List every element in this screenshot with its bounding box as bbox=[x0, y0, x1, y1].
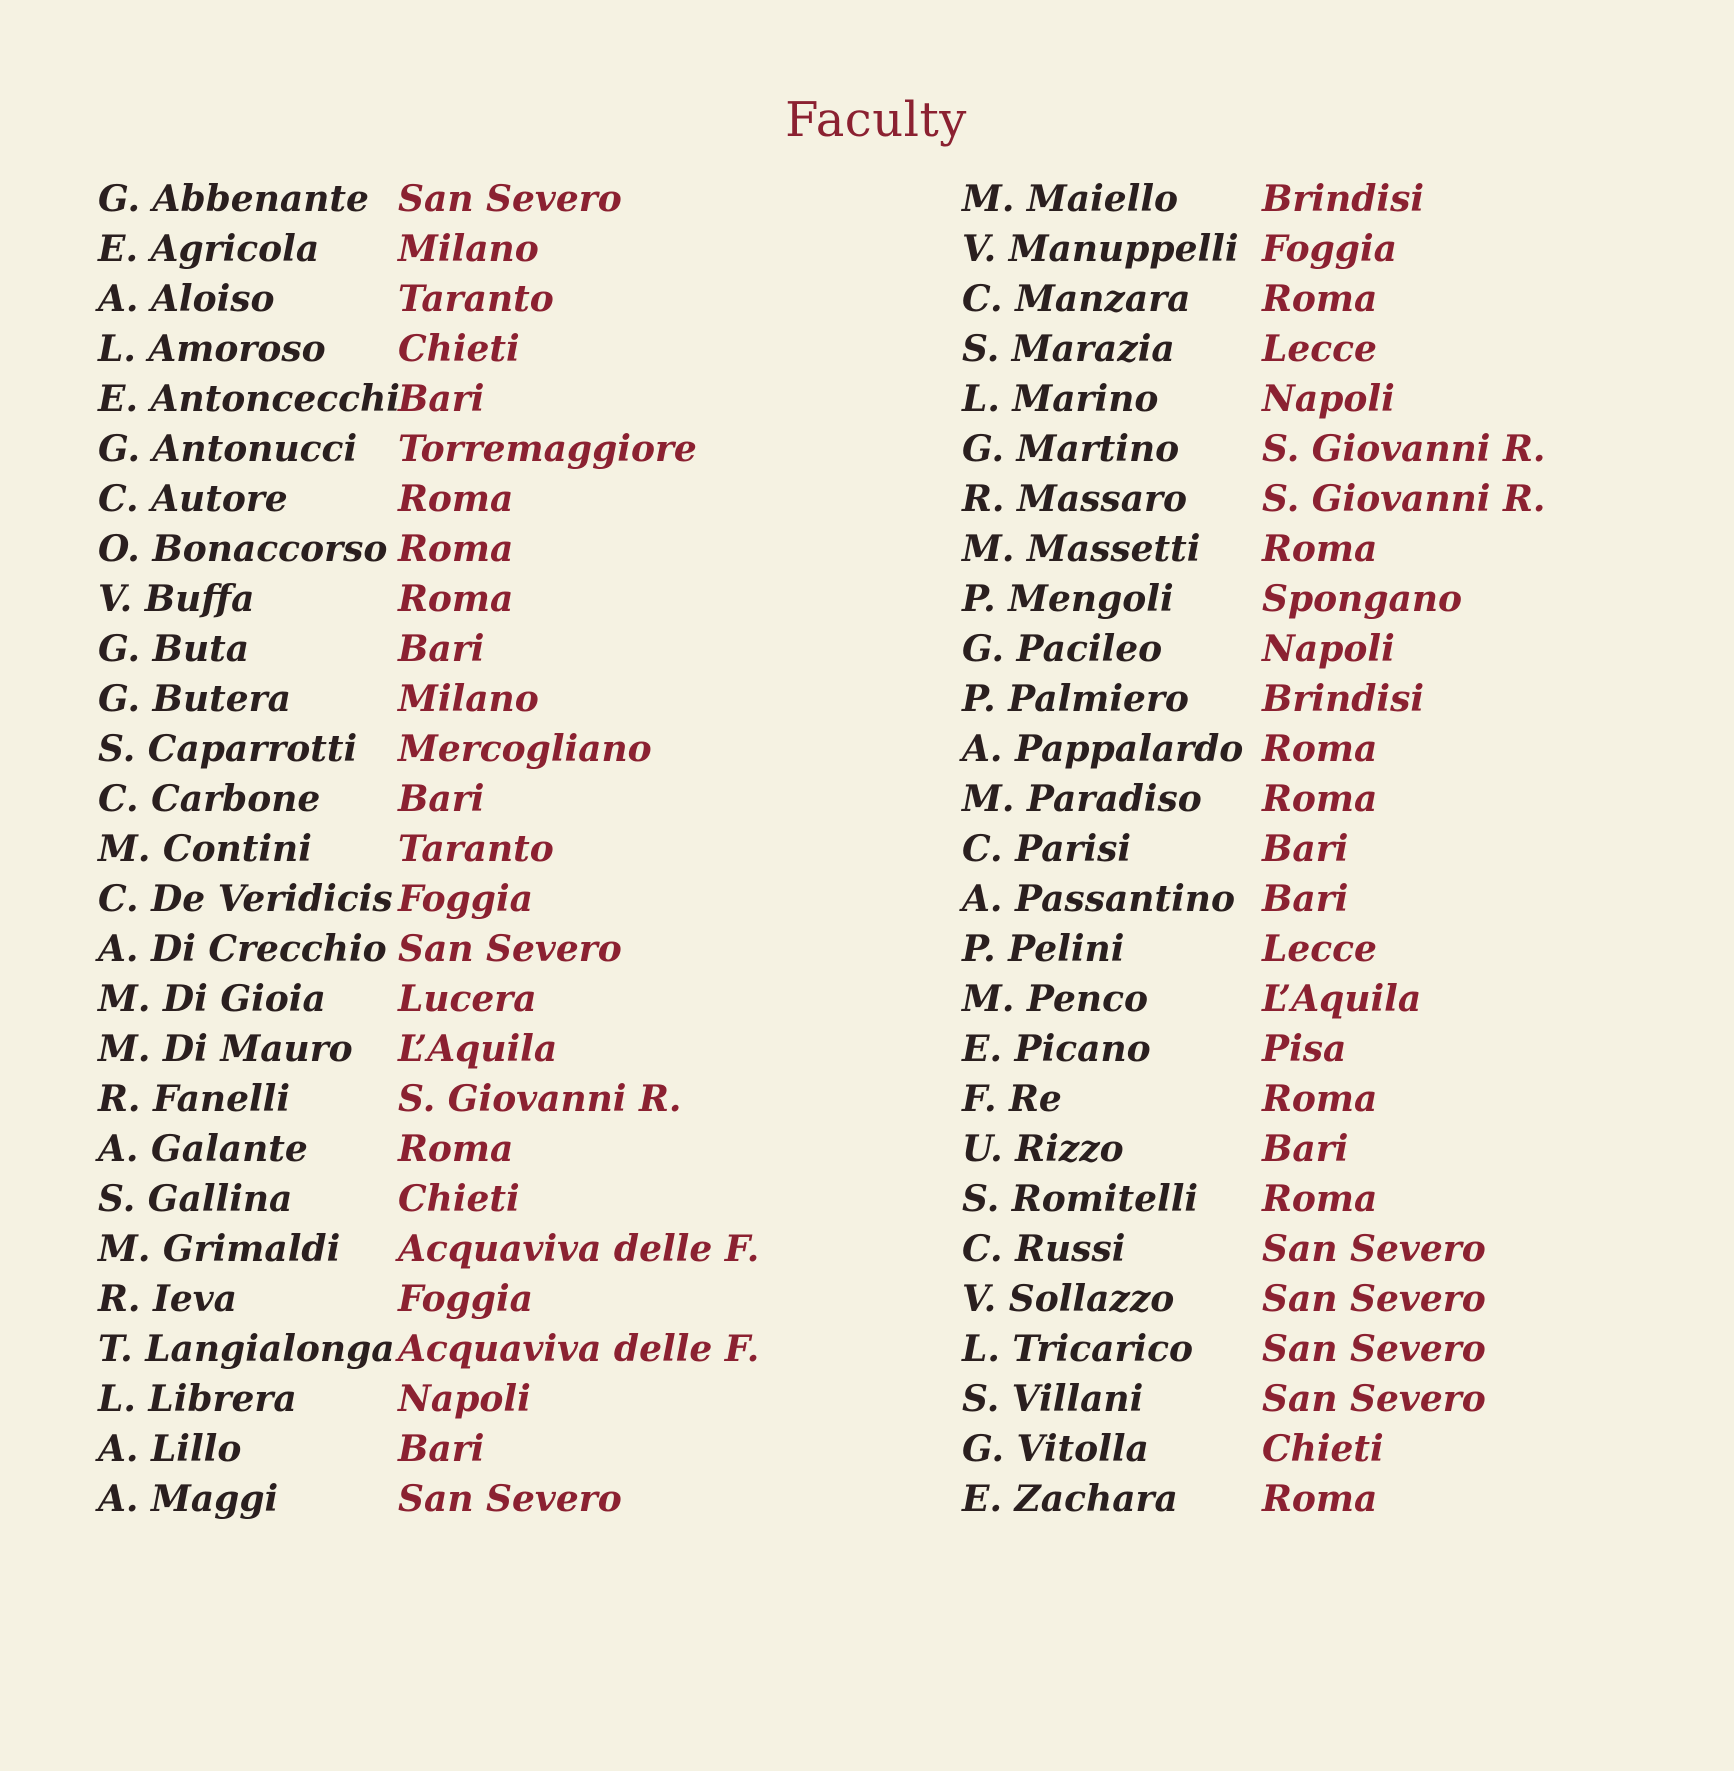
faculty-city: San Severo bbox=[1262, 1378, 1486, 1420]
faculty-city: Bari bbox=[398, 628, 485, 670]
faculty-entry bbox=[962, 774, 1545, 824]
faculty-name: C. Parisi bbox=[962, 828, 1132, 870]
faculty-name: E. Agricola bbox=[98, 228, 320, 270]
faculty-city: Lucera bbox=[398, 978, 537, 1020]
faculty-name: A. Aloiso bbox=[98, 278, 275, 320]
faculty-entry bbox=[962, 724, 1545, 774]
faculty-name: A. Pappalardo bbox=[962, 728, 1244, 770]
faculty-entry bbox=[98, 224, 759, 274]
faculty-entry bbox=[98, 824, 759, 874]
faculty-entry bbox=[962, 274, 1545, 324]
faculty-entry bbox=[98, 774, 759, 824]
faculty-entry bbox=[98, 1274, 759, 1324]
faculty-entry bbox=[98, 374, 759, 424]
faculty-city: San Severo bbox=[398, 1478, 622, 1520]
faculty-city: Foggia bbox=[1262, 228, 1397, 270]
faculty-entry bbox=[962, 824, 1545, 874]
faculty-name: R. Ieva bbox=[98, 1278, 237, 1320]
faculty-name: C. Russi bbox=[962, 1228, 1126, 1270]
faculty-entry bbox=[962, 624, 1545, 674]
faculty-entry bbox=[962, 524, 1545, 574]
faculty-entry bbox=[962, 1074, 1545, 1124]
faculty-entry bbox=[962, 924, 1545, 974]
faculty-entry bbox=[98, 424, 759, 474]
faculty-entry bbox=[98, 1024, 759, 1074]
faculty-name: V. Buffa bbox=[98, 578, 255, 620]
faculty-name: L. Tricarico bbox=[962, 1328, 1194, 1370]
faculty-name: M. Penco bbox=[962, 978, 1149, 1020]
faculty-name: M. Paradiso bbox=[962, 778, 1202, 820]
faculty-entry bbox=[98, 624, 759, 674]
faculty-name: M. Di Gioia bbox=[98, 978, 326, 1020]
faculty-city: S. Giovanni R. bbox=[1262, 478, 1546, 520]
faculty-entry bbox=[962, 474, 1545, 524]
faculty-city: L’Aquila bbox=[398, 1028, 558, 1070]
faculty-name: L. Marino bbox=[962, 378, 1159, 420]
faculty-city: S. Giovanni R. bbox=[398, 1078, 682, 1120]
faculty-entry bbox=[98, 274, 759, 324]
faculty-city: Roma bbox=[398, 478, 514, 520]
faculty-name: F. Re bbox=[962, 1078, 1062, 1120]
faculty-city: S. Giovanni R. bbox=[1262, 428, 1546, 470]
faculty-city: Roma bbox=[398, 578, 514, 620]
faculty-entry bbox=[98, 1474, 759, 1524]
faculty-name: E. Antoncecchi bbox=[98, 378, 400, 420]
faculty-name: R. Massaro bbox=[962, 478, 1187, 520]
faculty-entry bbox=[98, 1324, 759, 1374]
faculty-name: S. Caparrotti bbox=[98, 728, 358, 770]
faculty-city: Roma bbox=[1262, 728, 1378, 770]
faculty-name: G. Abbenante bbox=[98, 178, 369, 220]
faculty-city: Napoli bbox=[1262, 378, 1395, 420]
faculty-entry bbox=[98, 1124, 759, 1174]
faculty-entry bbox=[98, 524, 759, 574]
faculty-name: M. Contini bbox=[98, 828, 312, 870]
faculty-city: San Severo bbox=[1262, 1228, 1486, 1270]
faculty-name: M. Massetti bbox=[962, 528, 1201, 570]
faculty-name: P. Palmiero bbox=[962, 678, 1189, 720]
faculty-entry bbox=[962, 874, 1545, 924]
faculty-city: Bari bbox=[398, 778, 485, 820]
faculty-name: G. Pacileo bbox=[962, 628, 1163, 670]
faculty-city: Napoli bbox=[1262, 628, 1395, 670]
faculty-name: V. Manuppelli bbox=[962, 228, 1239, 270]
faculty-city: Bari bbox=[1262, 828, 1349, 870]
faculty-name: M. Di Mauro bbox=[98, 1028, 353, 1070]
faculty-name: L. Amoroso bbox=[98, 328, 326, 370]
faculty-entry bbox=[962, 374, 1545, 424]
faculty-city: San Severo bbox=[1262, 1278, 1486, 1320]
faculty-city: Pisa bbox=[1262, 1028, 1347, 1070]
faculty-name: C. Manzara bbox=[962, 278, 1191, 320]
faculty-name: A. Passantino bbox=[962, 878, 1235, 920]
faculty-name: V. Sollazzo bbox=[962, 1278, 1175, 1320]
faculty-name: G. Antonucci bbox=[98, 428, 358, 470]
faculty-city: Chieti bbox=[1262, 1428, 1384, 1470]
faculty-city: San Severo bbox=[398, 178, 622, 220]
faculty-name: S. Marazia bbox=[962, 328, 1175, 370]
faculty-city: Foggia bbox=[398, 1278, 533, 1320]
faculty-entry bbox=[962, 1424, 1545, 1474]
faculty-name: E. Picano bbox=[962, 1028, 1151, 1070]
faculty-name: A. Di Crecchio bbox=[98, 928, 387, 970]
faculty-city: Napoli bbox=[398, 1378, 531, 1420]
faculty-city: Spongano bbox=[1262, 578, 1463, 620]
faculty-name: C. Autore bbox=[98, 478, 288, 520]
faculty-city: Foggia bbox=[398, 878, 533, 920]
faculty-name: S. Romitelli bbox=[962, 1178, 1199, 1220]
faculty-name: S. Gallina bbox=[98, 1178, 293, 1220]
faculty-entry bbox=[962, 1174, 1545, 1224]
faculty-entry bbox=[98, 1374, 759, 1424]
faculty-name: G. Martino bbox=[962, 428, 1180, 470]
faculty-entry bbox=[962, 424, 1545, 474]
faculty-entry bbox=[962, 1124, 1545, 1174]
faculty-list-left bbox=[98, 174, 759, 1524]
faculty-city: Torremaggiore bbox=[398, 428, 697, 470]
faculty-city: Brindisi bbox=[1262, 678, 1425, 720]
faculty-city: Roma bbox=[398, 1128, 514, 1170]
faculty-city: Lecce bbox=[1262, 328, 1377, 370]
faculty-entry bbox=[962, 224, 1545, 274]
faculty-entry bbox=[98, 174, 759, 224]
faculty-name: S. Villani bbox=[962, 1378, 1144, 1420]
faculty-name: P. Mengoli bbox=[962, 578, 1174, 620]
faculty-entry bbox=[98, 1224, 759, 1274]
faculty-entry bbox=[962, 1024, 1545, 1074]
faculty-city: L’Aquila bbox=[1262, 978, 1422, 1020]
faculty-name: E. Zachara bbox=[962, 1478, 1178, 1520]
faculty-city: Brindisi bbox=[1262, 178, 1425, 220]
faculty-entry bbox=[98, 1174, 759, 1224]
faculty-city: Acquaviva delle F. bbox=[398, 1328, 760, 1370]
faculty-city: Roma bbox=[1262, 1078, 1378, 1120]
faculty-entry bbox=[98, 324, 759, 374]
faculty-entry bbox=[962, 674, 1545, 724]
page-title: Faculty bbox=[785, 92, 967, 148]
faculty-city: Roma bbox=[1262, 1178, 1378, 1220]
faculty-name: C. Carbone bbox=[98, 778, 321, 820]
faculty-name: C. De Veridicis bbox=[98, 878, 393, 920]
faculty-city: San Severo bbox=[1262, 1328, 1486, 1370]
faculty-city: Bari bbox=[1262, 878, 1349, 920]
faculty-entry bbox=[962, 1374, 1545, 1424]
faculty-city: Chieti bbox=[398, 1178, 520, 1220]
faculty-city: Mercogliano bbox=[398, 728, 652, 770]
faculty-entry bbox=[98, 474, 759, 524]
faculty-name: U. Rizzo bbox=[962, 1128, 1124, 1170]
faculty-entry bbox=[962, 1474, 1545, 1524]
faculty-name: G. Buta bbox=[98, 628, 250, 670]
faculty-name: P. Pelini bbox=[962, 928, 1125, 970]
faculty-city: Bari bbox=[398, 378, 485, 420]
faculty-city: Roma bbox=[398, 528, 514, 570]
faculty-city: Milano bbox=[398, 228, 539, 270]
faculty-entry bbox=[962, 174, 1545, 224]
faculty-entry bbox=[98, 874, 759, 924]
faculty-entry bbox=[98, 1074, 759, 1124]
faculty-entry bbox=[98, 1424, 759, 1474]
faculty-list-right bbox=[962, 174, 1545, 1524]
faculty-entry bbox=[98, 574, 759, 624]
faculty-entry bbox=[98, 974, 759, 1024]
faculty-city: Roma bbox=[1262, 278, 1378, 320]
faculty-entry bbox=[98, 924, 759, 974]
faculty-city: San Severo bbox=[398, 928, 622, 970]
faculty-name: M. Grimaldi bbox=[98, 1228, 341, 1270]
faculty-entry bbox=[98, 674, 759, 724]
faculty-name: A. Lillo bbox=[98, 1428, 242, 1470]
faculty-entry bbox=[962, 574, 1545, 624]
faculty-name: M. Maiello bbox=[962, 178, 1179, 220]
faculty-name: R. Fanelli bbox=[98, 1078, 291, 1120]
faculty-entry bbox=[962, 1274, 1545, 1324]
faculty-name: A. Galante bbox=[98, 1128, 308, 1170]
faculty-city: Bari bbox=[1262, 1128, 1349, 1170]
faculty-city: Milano bbox=[398, 678, 539, 720]
faculty-entry bbox=[962, 974, 1545, 1024]
faculty-city: Roma bbox=[1262, 1478, 1378, 1520]
faculty-city: Taranto bbox=[398, 828, 554, 870]
faculty-name: O. Bonaccorso bbox=[98, 528, 388, 570]
faculty-entry bbox=[962, 324, 1545, 374]
faculty-name: T. Langialonga bbox=[98, 1328, 395, 1370]
faculty-name: G. Butera bbox=[98, 678, 291, 720]
faculty-city: Roma bbox=[1262, 528, 1378, 570]
faculty-city: Bari bbox=[398, 1428, 485, 1470]
faculty-entry bbox=[98, 724, 759, 774]
faculty-name: L. Librera bbox=[98, 1378, 297, 1420]
faculty-city: Taranto bbox=[398, 278, 554, 320]
faculty-entry bbox=[962, 1224, 1545, 1274]
faculty-city: Roma bbox=[1262, 778, 1378, 820]
faculty-name: A. Maggi bbox=[98, 1478, 279, 1520]
faculty-name: G. Vitolla bbox=[962, 1428, 1149, 1470]
faculty-city: Chieti bbox=[398, 328, 520, 370]
faculty-entry bbox=[962, 1324, 1545, 1374]
faculty-city: Lecce bbox=[1262, 928, 1377, 970]
faculty-city: Acquaviva delle F. bbox=[398, 1228, 760, 1270]
